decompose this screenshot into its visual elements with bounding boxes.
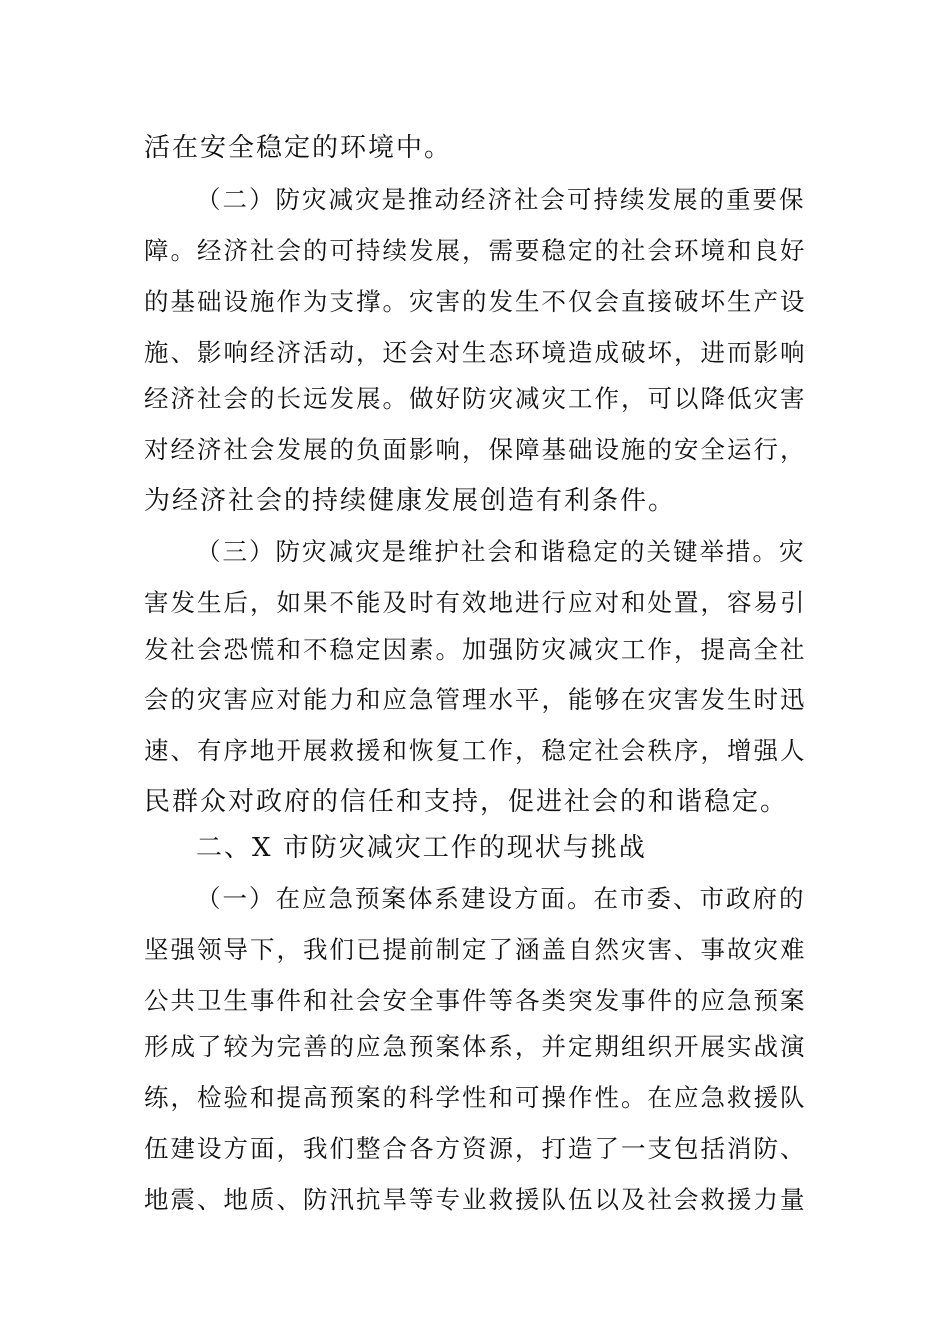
text-line: 民群众对政府的信任和支持，促进社会的和谐稳定。 — [144, 787, 789, 817]
text-line: 为经济社会的持续健康发展创造有利条件。 — [144, 486, 677, 516]
paragraph-heading: （二）防灾减灾是推动经济社会可持续发展的重要保 — [196, 185, 806, 214]
text-line: 会的灾害应对能力和应急管理水平，能够在灾害发生时迅 — [144, 685, 807, 714]
text-line: 形成了较为完善的应急预案体系，并定期组织开展实战演 — [144, 1032, 807, 1061]
text-line: 经济社会的长远发展。做好防灾减灾工作，可以降低灾害 — [144, 384, 807, 413]
text-line: 坚强领导下，我们已提前制定了涵盖自然灾害、事故灾难 — [144, 935, 807, 964]
section-heading: 二、X 市防灾减灾工作的现状与挑战 — [196, 833, 647, 863]
text-line: 速、有序地开展救援和恢复工作，稳定社会秩序，增强人 — [144, 736, 807, 765]
text-line: 对经济社会发展的负面影响，保障基础设施的安全运行， — [144, 435, 807, 464]
text-line: 发社会恐慌和不稳定因素。加强防灾减灾工作，提高全社 — [144, 635, 807, 664]
paragraph-heading: （一）在应急预案体系建设方面。在市委、市政府的 — [196, 884, 806, 913]
text-line: 障。经济社会的可持续发展，需要稳定的社会环境和良好 — [144, 236, 807, 265]
paragraph-heading: （三）防灾减灾是维护社会和谐稳定的关键举措。灾 — [196, 537, 806, 566]
text-line: 伍建设方面，我们整合各方资源，打造了一支包括消防、 — [144, 1134, 807, 1163]
text-line: 活在安全稳定的环境中。 — [144, 133, 453, 163]
text-line: 施、影响经济活动，还会对生态环境造成破坏，进而影响 — [144, 338, 807, 367]
text-line: 的基础设施作为支撑。灾害的发生不仅会直接破坏生产设 — [144, 287, 807, 316]
text-line: 公共卫生事件和社会安全事件等各类突发事件的应急预案 — [144, 986, 807, 1015]
text-line: 地震、地质、防汛抗旱等专业救援队伍以及社会救援力量 — [144, 1185, 807, 1214]
text-line: 害发生后，如果不能及时有效地进行应对和处置，容易引 — [144, 588, 807, 617]
text-line: 练，检验和提高预案的科学性和可操作性。在应急救援队 — [144, 1083, 807, 1112]
